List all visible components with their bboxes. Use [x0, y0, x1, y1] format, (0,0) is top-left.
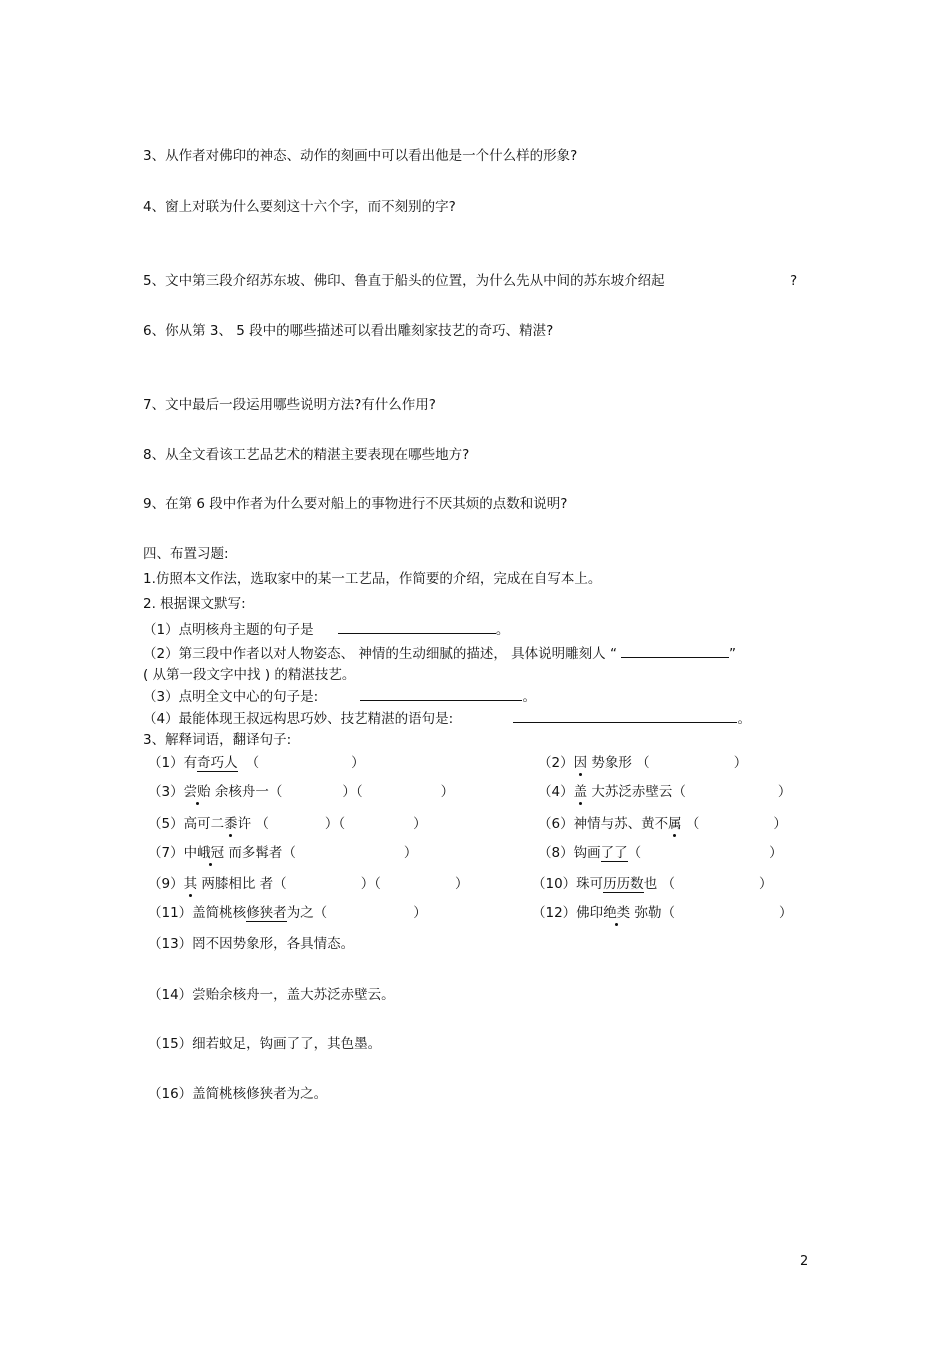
vocab-2: （2）因 势象形 （ ）	[538, 755, 748, 771]
vocab-5: （5）高可二黍许 （ ）（ ）	[148, 816, 427, 832]
dictation-4-blank[interactable]	[513, 708, 737, 723]
vocab-11-term: 修狭者	[246, 905, 287, 921]
question-4: 4、窗上对联为什么要刻这十六个字，而不刻别的字?	[143, 199, 456, 215]
page-number: 2	[800, 1254, 809, 1269]
vocab-9-term: 其	[183, 876, 198, 892]
vocab-10-term: 历历数	[603, 876, 644, 892]
dictation-3-blank[interactable]	[360, 686, 522, 701]
question-6: 6、你从第 3、 5 段中的哪些描述可以看出雕刻家技艺的奇巧、精湛?	[143, 323, 554, 339]
sentence-13: （13）罔不因势象形，各具情态。	[148, 936, 355, 952]
vocab-8: （8）钩画了了（ ）	[538, 845, 783, 861]
question-8: 8、从全文看该工艺品艺术的精湛主要表现在哪些地方?	[143, 447, 470, 463]
vocab-1: （1）有奇巧人 （ ）	[148, 755, 365, 771]
dictation-3	[143, 686, 536, 706]
sentence-15: （15）细若蚊足，钩画了了，其色墨。	[148, 1036, 382, 1052]
vocab-6-term: 属	[668, 816, 682, 832]
dictation-1-blank[interactable]	[338, 619, 496, 634]
dictation-4	[143, 708, 751, 728]
vocab-3: （3）尝贻 余核舟一（ ）（ ）	[148, 784, 455, 800]
vocab-7-term: 峨冠	[197, 845, 225, 861]
dictation-3-end: 。	[522, 689, 536, 705]
homework-item-3: 3、解释词语，翻译句子:	[143, 732, 292, 748]
vocab-7: （7）中峨冠 而多髯者（ ）	[148, 845, 418, 861]
homework-item-2: 2. 根据课文默写:	[143, 596, 246, 612]
vocab-10: （10）珠可历历数也 （ ）	[532, 876, 773, 892]
vocab-12: （12）佛印绝类 弥勒（ ）	[532, 905, 793, 921]
vocab-5-term: 二黍许	[210, 816, 252, 832]
vocab-2-term: 因	[573, 755, 588, 771]
vocab-4: （4）盖 大苏泛赤壁云（ ）	[538, 784, 792, 800]
dictation-4-end: 。	[737, 711, 751, 727]
dictation-2	[143, 643, 736, 663]
vocab-11: （11）盖简桃核修狭者为之（ ）	[148, 905, 427, 921]
vocab-1-term: 奇巧人	[197, 755, 238, 771]
vocab-3-term: 尝贻	[183, 784, 211, 800]
dictation-2-quote: ”	[728, 646, 736, 662]
dictation-2-blank[interactable]	[621, 643, 729, 658]
question-5: 5、文中第三段介绍苏东坡、佛印、鲁直于船头的位置，为什么先从中间的苏东坡介绍起	[143, 273, 665, 289]
vocab-8-term: 了了	[600, 845, 628, 861]
question-7: 7、文中最后一段运用哪些说明方法?有什么作用?	[143, 397, 436, 413]
question-3: 3、从作者对佛印的神态、动作的刻画中可以看出他是一个什么样的形象?	[143, 148, 578, 164]
vocab-4-term: 盖	[573, 784, 588, 800]
sentence-14: （14）尝贻余核舟一，盖大苏泛赤壁云。	[148, 987, 395, 1003]
dictation-2-prompt: （2）第三段中作者以对人物姿态、 神情的生动细腻的描述， 具体说明雕刻人 “	[143, 646, 617, 662]
vocab-9: （9）其 两膝相比 者（ ）（ ）	[148, 876, 469, 892]
homework-item-1: 1.仿照本文作法，选取家中的某一工艺品，作简要的介绍，完成在自写本上。	[143, 571, 602, 587]
sentence-16: （16）盖简桃核修狭者为之。	[148, 1086, 328, 1102]
dictation-1	[143, 619, 509, 639]
dictation-1-end: 。	[495, 622, 510, 638]
homework-heading: 四、布置习题:	[143, 546, 229, 562]
question-5-mark: ?	[790, 273, 798, 289]
dictation-3-prompt: （3）点明全文中心的句子是:	[143, 689, 319, 705]
vocab-12-term: 绝类	[603, 905, 631, 921]
vocab-6: （6）神情与苏、黄不属 （ ）	[538, 816, 787, 832]
dictation-2-note: ( 从第一段文字中找 ) 的精湛技艺。	[143, 667, 356, 683]
dictation-1-prompt: （1）点明核舟主题的句子是	[143, 622, 314, 638]
dictation-4-prompt: （4）最能体现王叔远构思巧妙、技艺精湛的语句是:	[143, 711, 454, 727]
question-9: 9、在第 6 段中作者为什么要对船上的事物进行不厌其烦的点数和说明?	[143, 496, 568, 512]
